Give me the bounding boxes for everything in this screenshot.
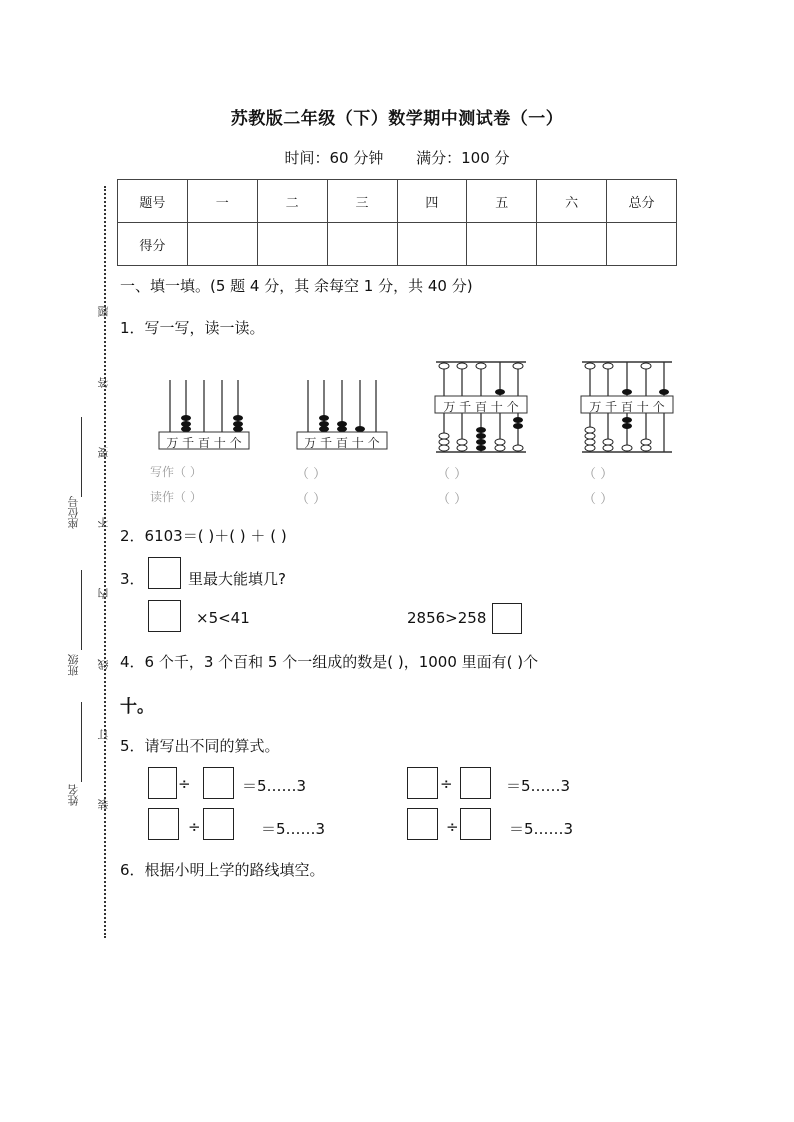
- example-blank-box: [148, 557, 181, 589]
- read-answer-1[interactable]: 读作（ ）: [150, 490, 202, 504]
- binding-char: 不: [97, 517, 110, 528]
- score-input-cell[interactable]: [537, 223, 607, 266]
- write-answer-4[interactable]: （ ）: [583, 467, 614, 482]
- score-cell: 四: [397, 180, 467, 223]
- class-blank[interactable]: [81, 570, 82, 650]
- division-result: ＝5……3: [261, 820, 326, 838]
- question-3a: ×5<41: [196, 609, 250, 627]
- abacus-2-labels: 万 千 百 十 个: [304, 436, 380, 450]
- abacus-4-labels: 万 千 百 十 个: [589, 400, 665, 414]
- score-input-cell[interactable]: [257, 223, 327, 266]
- seat-number-blank[interactable]: [81, 417, 82, 497]
- score-input-cell[interactable]: [607, 223, 677, 266]
- divisor-box-4[interactable]: [460, 808, 491, 840]
- division-result: ＝5……3: [242, 777, 307, 795]
- exam-title: 苏教版二年级（下）数学期中测试卷（一）: [230, 109, 564, 129]
- binding-char: 要: [97, 447, 110, 458]
- score-cell: 总分: [607, 180, 677, 223]
- question-3-text: 里最大能填几?: [188, 570, 286, 588]
- score-cell: 三: [327, 180, 397, 223]
- division-result: ＝5……3: [509, 820, 574, 838]
- abacus-1: [158, 378, 250, 452]
- score-input-cell[interactable]: [397, 223, 467, 266]
- division-sign: ÷: [446, 818, 459, 836]
- write-answer-2[interactable]: （ ）: [296, 467, 327, 482]
- read-answer-2[interactable]: （ ）: [296, 492, 327, 507]
- division-sign: ÷: [188, 818, 201, 836]
- seat-number-label: 座位号: [67, 496, 80, 529]
- question-4-line1: 4．6 个千，3 个百和 5 个一组成的数是( )，1000 里面有( )个: [120, 653, 539, 671]
- abacus-2: [296, 378, 388, 452]
- write-answer-1[interactable]: 写作（ ）: [150, 465, 202, 479]
- binding-char: 装: [97, 799, 110, 810]
- exam-meta: [0, 147, 794, 168]
- score-table: [117, 179, 677, 266]
- score-cell: 得分: [118, 223, 188, 266]
- question-3b: 2856>258: [407, 609, 487, 627]
- class-label: 班级: [67, 654, 80, 676]
- binding-char: 答: [97, 377, 110, 388]
- divisor-box-3[interactable]: [203, 808, 234, 840]
- divisor-box-1[interactable]: [203, 767, 234, 799]
- question-6: 6．根据小明上学的路线填空。: [120, 861, 325, 879]
- dividend-box-1[interactable]: [148, 767, 177, 799]
- score-input-cell[interactable]: [467, 223, 537, 266]
- division-sign: ÷: [178, 775, 191, 793]
- binding-char: 订: [97, 729, 110, 740]
- score-cell: 二: [257, 180, 327, 223]
- section-heading: 一、填一填。(5 题 4 分，其 余每空 1 分，共 40 分): [120, 277, 473, 295]
- abacus-1-labels: 万 千 百 十 个: [166, 436, 242, 450]
- read-answer-4[interactable]: （ ）: [583, 492, 614, 507]
- score-table-header-row: [118, 180, 677, 223]
- binding-char: 题: [97, 306, 110, 317]
- division-sign: ÷: [440, 775, 453, 793]
- name-label: 姓名: [67, 784, 80, 806]
- score-cell: 五: [467, 180, 537, 223]
- read-answer-3[interactable]: （ ）: [437, 492, 468, 507]
- answer-box-3a[interactable]: [148, 600, 181, 632]
- dividend-box-3[interactable]: [148, 808, 179, 840]
- binding-dotted-line: [104, 186, 106, 938]
- question-4-line2: 十。: [120, 697, 154, 717]
- score-cell: 题号: [118, 180, 188, 223]
- name-blank[interactable]: [81, 702, 82, 782]
- question-1: 1．写一写，读一读。: [120, 319, 265, 337]
- answer-box-3b[interactable]: [492, 603, 522, 634]
- abacus-4: [580, 358, 674, 454]
- question-5: 5．请写出不同的算式。: [120, 737, 280, 755]
- time-limit: 时间：60 分钟: [284, 149, 384, 167]
- binding-char: 线: [97, 659, 110, 670]
- question-2: 2．6103＝( )＋( ) ＋ ( ): [120, 527, 287, 545]
- dividend-box-2[interactable]: [407, 767, 438, 799]
- abacus-3: [434, 358, 528, 454]
- score-input-cell[interactable]: [187, 223, 257, 266]
- score-input-cell[interactable]: [327, 223, 397, 266]
- full-score: 满分：100 分: [416, 149, 510, 167]
- score-cell: 六: [537, 180, 607, 223]
- score-cell: 一: [187, 180, 257, 223]
- score-table-score-row: [118, 223, 677, 266]
- write-answer-3[interactable]: （ ）: [437, 467, 468, 482]
- question-3-number: 3．: [120, 570, 145, 588]
- dividend-box-4[interactable]: [407, 808, 438, 840]
- division-result: ＝5……3: [506, 777, 571, 795]
- divisor-box-2[interactable]: [460, 767, 491, 799]
- abacus-3-labels: 万 千 百 十 个: [443, 400, 519, 414]
- binding-char: 内: [97, 588, 110, 599]
